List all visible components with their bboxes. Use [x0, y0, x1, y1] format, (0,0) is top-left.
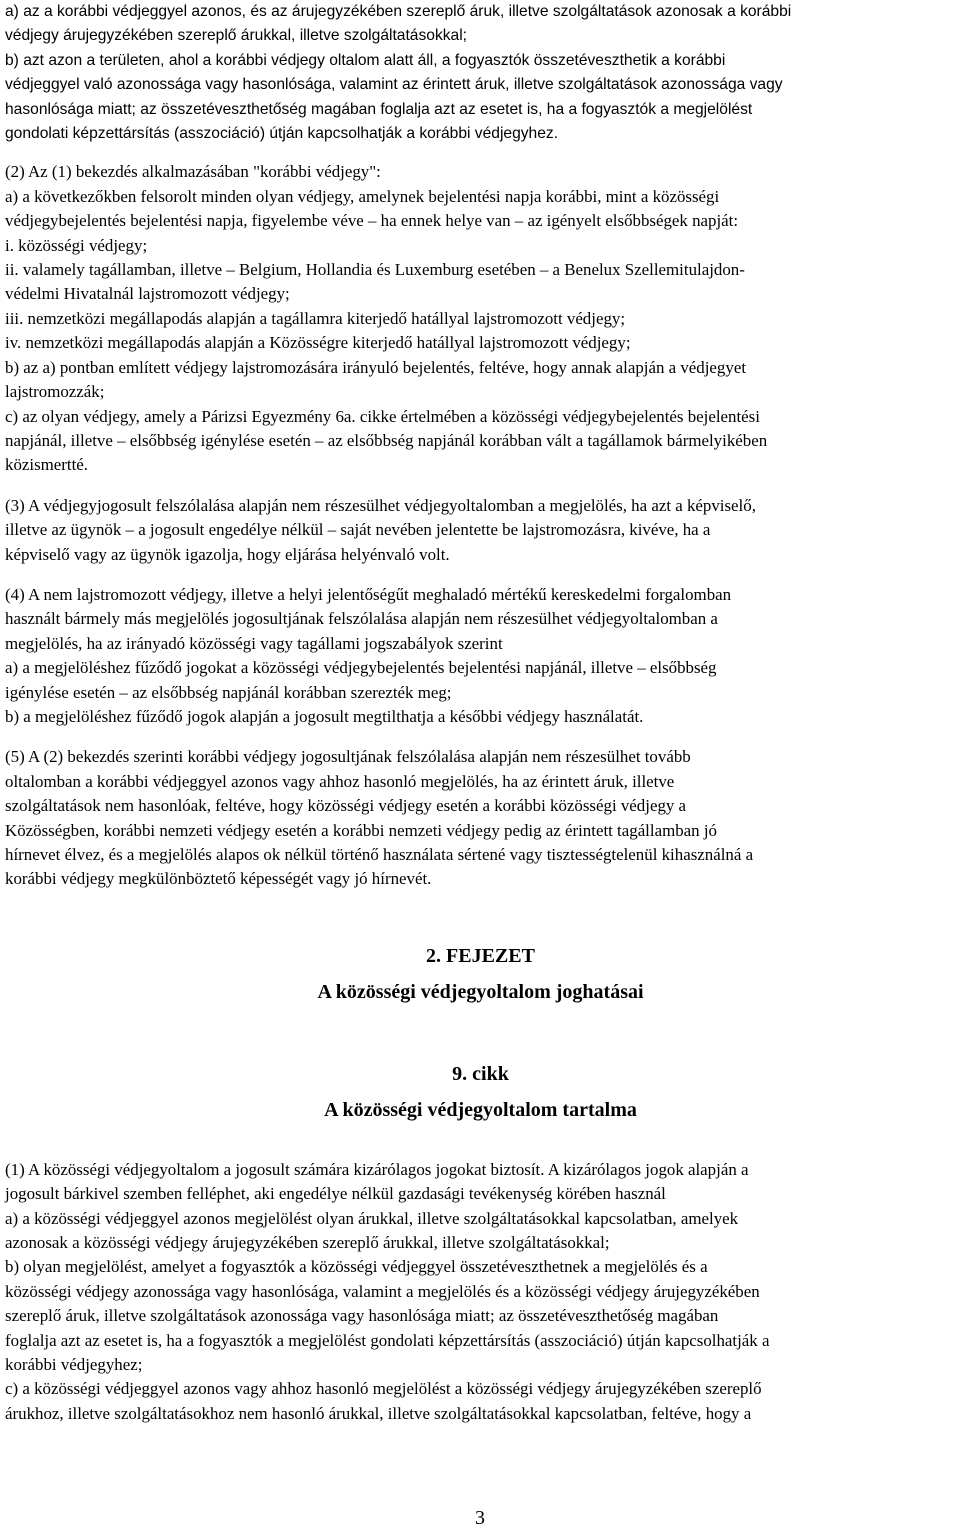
text-line: azonosak a közösségi védjegy árujegyzékében szereplő árukkal, illetve szolgáltatásokkal; [5, 1233, 610, 1253]
paragraph-4 [5, 583, 956, 729]
text-line: védelmi Hivatalnál lajstromozott védjegy; [5, 284, 290, 304]
text-line: (5) A (2) bekezdés szerinti korábbi védjegy jogosultjának felszólalása alapján nem részesülhet tovább [5, 747, 691, 767]
text-line: b) az a) pontban említett védjegy lajstromozására irányuló bejelentés, feltéve, hogy annak alapján a védjegyet [5, 357, 747, 377]
text-line: i. közösségi védjegy; [5, 235, 148, 255]
text-line: Közösségben, korábbi nemzeti védjegy esetén a korábbi nemzeti védjegy pedig az érintett tagállamban jó [5, 820, 717, 840]
text-line: korábbi védjegyhez; [5, 1355, 143, 1375]
paragraph-2 [5, 160, 956, 477]
text-line: korábbi védjegy megkülönböztető képességét vagy jó hírnevét. [5, 869, 432, 889]
chapter-title: A közösségi védjegyoltalom joghatásai [317, 980, 644, 1003]
text-line: árukhoz, illetve szolgáltatásokhoz nem hasonló árukkal, illetve szolgáltatásokkal kapcsolatban, feltéve, hogy a [5, 1403, 752, 1423]
text-line: (2) Az (1) bekezdés alkalmazásában "korábbi védjegy": [5, 162, 381, 182]
text-line: hírnevet élvez, és a megjelölés alapos ok nélkül történő használata sértené vagy tisztességtelenül kihasználná a [5, 845, 754, 864]
chapter-number: 2. FEJEZET [426, 944, 535, 967]
text-line: képviselő vagy az ügynök igazolja, hogy eljárása helyénvaló volt. [5, 544, 450, 564]
text-line: a) az a korábbi védjeggyel azonos, és az árujegyzékében szereplő áruk, illetve szolgáltatások azonosak a korábbi [5, 3, 792, 20]
text-line: szereplő áruk, illetve szolgáltatások azonossága vagy hasonlósága miatt; az összetéveszthetőség magában [5, 1306, 719, 1326]
text-line: (3) A védjegyjogosult felszólalása alapján nem részesülhet védjegyoltalomban a megjelölés, ha azt a képviselő, [5, 495, 756, 515]
text-line: gondolati képzettársítás (asszociáció) útján kapcsolhatják a korábbi védjegyhez. [5, 125, 559, 143]
article-title: A közösségi védjegyoltalom tartalma [324, 1098, 637, 1121]
text-line: (1) A közösségi védjegyoltalom a jogosult számára kizárólagos jogokat biztosít. A kizárólagos jogok alapján a [5, 1159, 749, 1179]
text-line: hasonlósága miatt; az összetéveszthetőség magában foglalja azt az esetet is, ha a fogyasztók a megjelölést [5, 100, 753, 118]
text-line: szolgáltatások nem hasonlóak, feltéve, hogy közösségi védjegy esetén a korábbi közösségi védjegy a [5, 796, 687, 816]
text-line: közismertté. [5, 455, 89, 475]
text-line: c) a közösségi védjeggyel azonos vagy ahhoz hasonló megjelölést a közösségi védjegy árujegyzékében szereplő [5, 1379, 762, 1399]
text-line: a) a megjelöléshez fűződő jogokat a közösségi védjegybejelentés bejelentési napjánál, illetve – elsőbbség [5, 658, 717, 678]
text-line: védjegybejelentés bejelentési napja, figyelembe véve – ha ennek helye van – az igényelt elsőbbségek napját: [5, 211, 739, 231]
text-line: illetve az ügynök – a jogosult engedélye nélkül – saját nevében jelentette be lajstromozásra, kivéve, ha a [5, 520, 711, 540]
text-line: használt bármely más megjelölés jogosultjának felszólalása alapján nem részesülhet védjegyoltalomban a [5, 609, 718, 629]
text-line: védjegy árujegyzékében szereplő árukkal, illetve szolgáltatásokkal; [5, 27, 468, 45]
text-line: ii. valamely tagállamban, illetve – Belgium, Hollandia és Luxemburg esetében – a Benelux Szellemitulajdon- [5, 260, 745, 280]
text-line: napjánál, illetve – elsőbbség igénylése esetén – az elsőbbség napjánál korábban vált a tagállamok bármelyikében [5, 430, 768, 450]
text-line: (4) A nem lajstromozott védjegy, illetve a helyi jelentőségűt meghaladó mértékű kereskedelmi forgalomban [5, 584, 732, 604]
text-line: b) olyan megjelölést, amelyet a fogyasztók a közösségi védjeggyel összetéveszthetnek a megjelölés és a [5, 1257, 708, 1277]
text-line: oltalomban a korábbi védjeggyel azonos vagy ahhoz hasonló megjelölés, ha az érintett áruk, illetve [5, 771, 675, 791]
page-number: 3 [475, 1507, 485, 1529]
text-line: lajstromozzák; [5, 382, 105, 402]
text-line: jogosult bárkivel szemben felléphet, aki engedélye nélkül gazdasági tevékenység körében használ [5, 1184, 666, 1204]
text-line: iv. nemzetközi megállapodás alapján a Közösségre kiterjedő hatállyal lajstromozott védjegy; [5, 333, 631, 353]
text-line: c) az olyan védjegy, amely a Párizsi Egyezmény 6a. cikke értelmében a közösségi védjegybejelentés bejelentési [5, 406, 760, 426]
intro-paragraph [5, 0, 956, 146]
text-line: a) a közösségi védjeggyel azonos megjelölést olyan árukkal, illetve szolgáltatásokkal kapcsolatban, amelyek [5, 1208, 739, 1228]
text-line: b) azt azon a területen, ahol a korábbi védjegy oltalom alatt áll, a fogyasztók összetéveszthetik a korábbi [5, 51, 726, 69]
text-line: a) a következőkben felsorolt minden olyan védjegy, amelynek bejelentési napja korábbi, mint a közösségi [5, 186, 720, 206]
text-line: foglalja azt az esetet is, ha a fogyasztók a megjelölést gondolati képzettársítás (asszociáció) útján kapcsolhatják a [5, 1330, 770, 1350]
article-number: 9. cikk [452, 1062, 509, 1085]
text-line: igénylése esetén – az elsőbbség napjánál korábban szerezték meg; [5, 682, 452, 702]
paragraph-5 [5, 745, 956, 891]
article-9-paragraph-1 [5, 1158, 956, 1426]
text-line: iii. nemzetközi megállapodás alapján a tagállamra kiterjedő hatállyal lajstromozott védjegy; [5, 308, 626, 328]
text-line: b) a megjelöléshez fűződő jogok alapján a jogosult megtilthatja a későbbi védjegy használatát. [5, 706, 644, 726]
text-line: védjeggyel való azonossága vagy hasonlósága, valamint az érintett áruk, illetve szolgáltatások azonossága vagy [5, 76, 783, 94]
paragraph-3 [5, 494, 956, 567]
text-line: megjelölés, ha az irányadó közösségi vagy tagállami jogszabályok szerint [5, 633, 503, 653]
text-line: közösségi védjegy azonossága vagy hasonlósága, valamint a megjelölés és a közösségi védjegy árujegyzékében [5, 1281, 760, 1301]
